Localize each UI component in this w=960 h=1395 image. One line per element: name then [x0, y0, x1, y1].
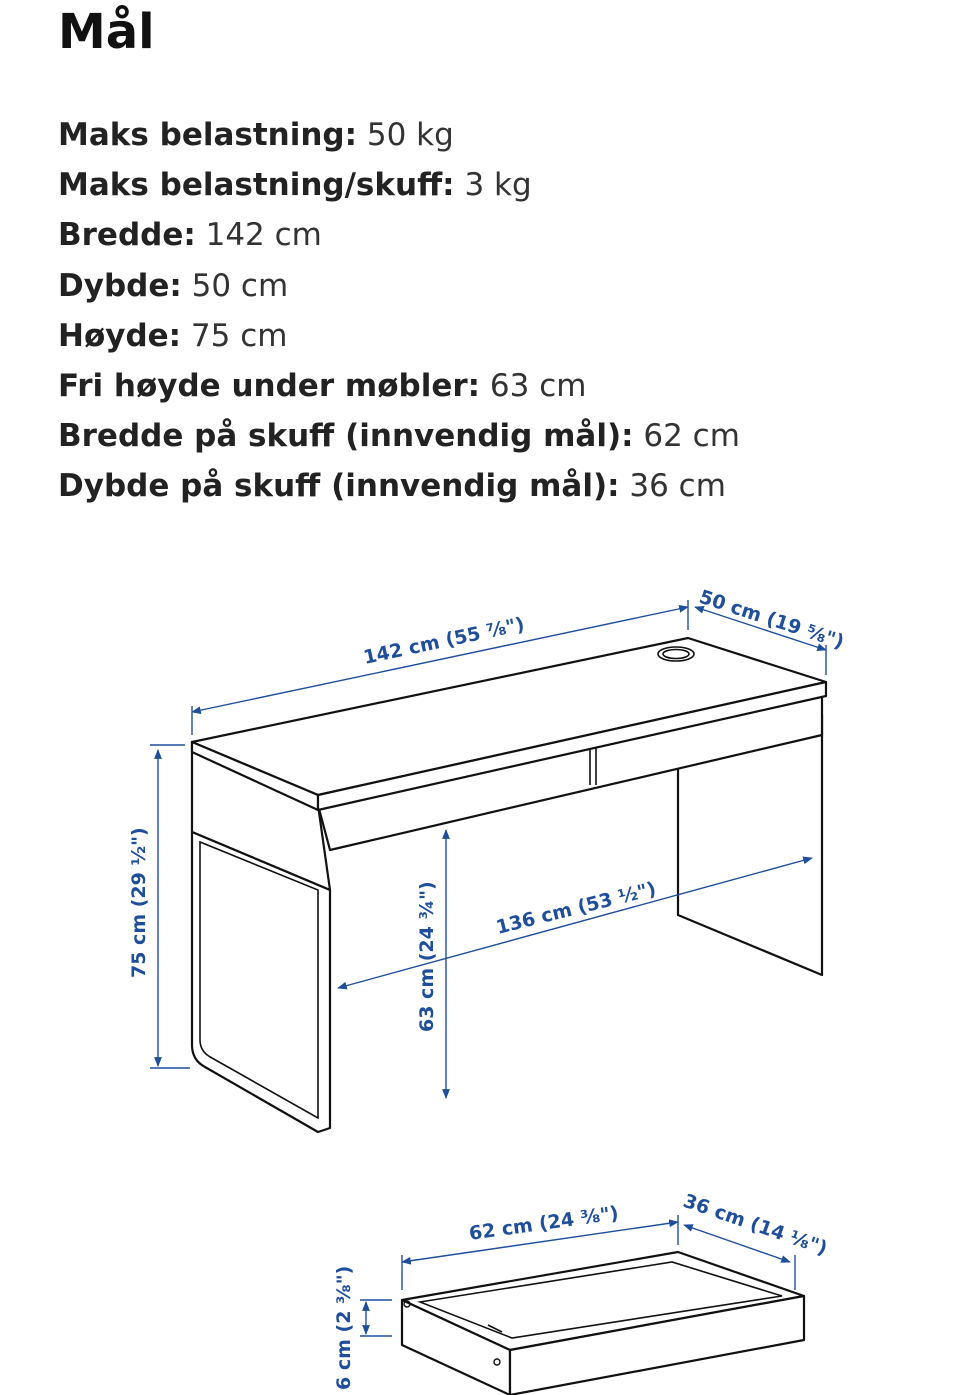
desk-clearance-label: 63 cm (24 ¾") — [416, 881, 438, 1032]
spec-value: 62 cm — [633, 418, 740, 455]
spec-value: 142 cm — [195, 217, 322, 254]
spec-label: Maks belastning/skuff: — [58, 167, 455, 204]
desk-width-label: 142 cm (55 ⅞") — [361, 613, 527, 669]
desk-height-label: 75 cm (29 ½") — [128, 827, 150, 978]
drawer-width-label: 62 cm (24 ⅜") — [467, 1202, 620, 1245]
spec-value: 36 cm — [619, 468, 726, 505]
drawer-illustration — [402, 1252, 804, 1395]
desk-inner-width-label: 136 cm (53 ½") — [493, 877, 659, 939]
spec-label: Høyde: — [58, 317, 182, 354]
spec-value: 3 kg — [454, 167, 532, 204]
section-title: Mål — [58, 4, 155, 60]
spec-value: 63 cm — [480, 367, 587, 404]
spec-value: 50 kg — [357, 117, 454, 153]
spec-label: Dybde på skuff (innvendig mål): — [58, 468, 620, 505]
drawer-depth-label: 36 cm (14 ⅛") — [680, 1189, 831, 1260]
spec-label: Bredde på skuff (innvendig mål): — [58, 418, 634, 455]
desk-illustration — [192, 638, 826, 1132]
spec-label: Bredde: — [58, 217, 196, 254]
spec-label: Fri høyde under møbler: — [58, 367, 481, 404]
spec-value: 75 cm — [181, 317, 288, 354]
desk-depth-label: 50 cm (19 ⅝") — [696, 585, 847, 654]
spec-label: Dybde: — [58, 267, 182, 304]
spec-label: Maks belastning: — [58, 117, 358, 153]
drawer-height-label: 6 cm (2 ⅜") — [333, 1265, 355, 1390]
spec-value: 50 cm — [181, 267, 289, 304]
